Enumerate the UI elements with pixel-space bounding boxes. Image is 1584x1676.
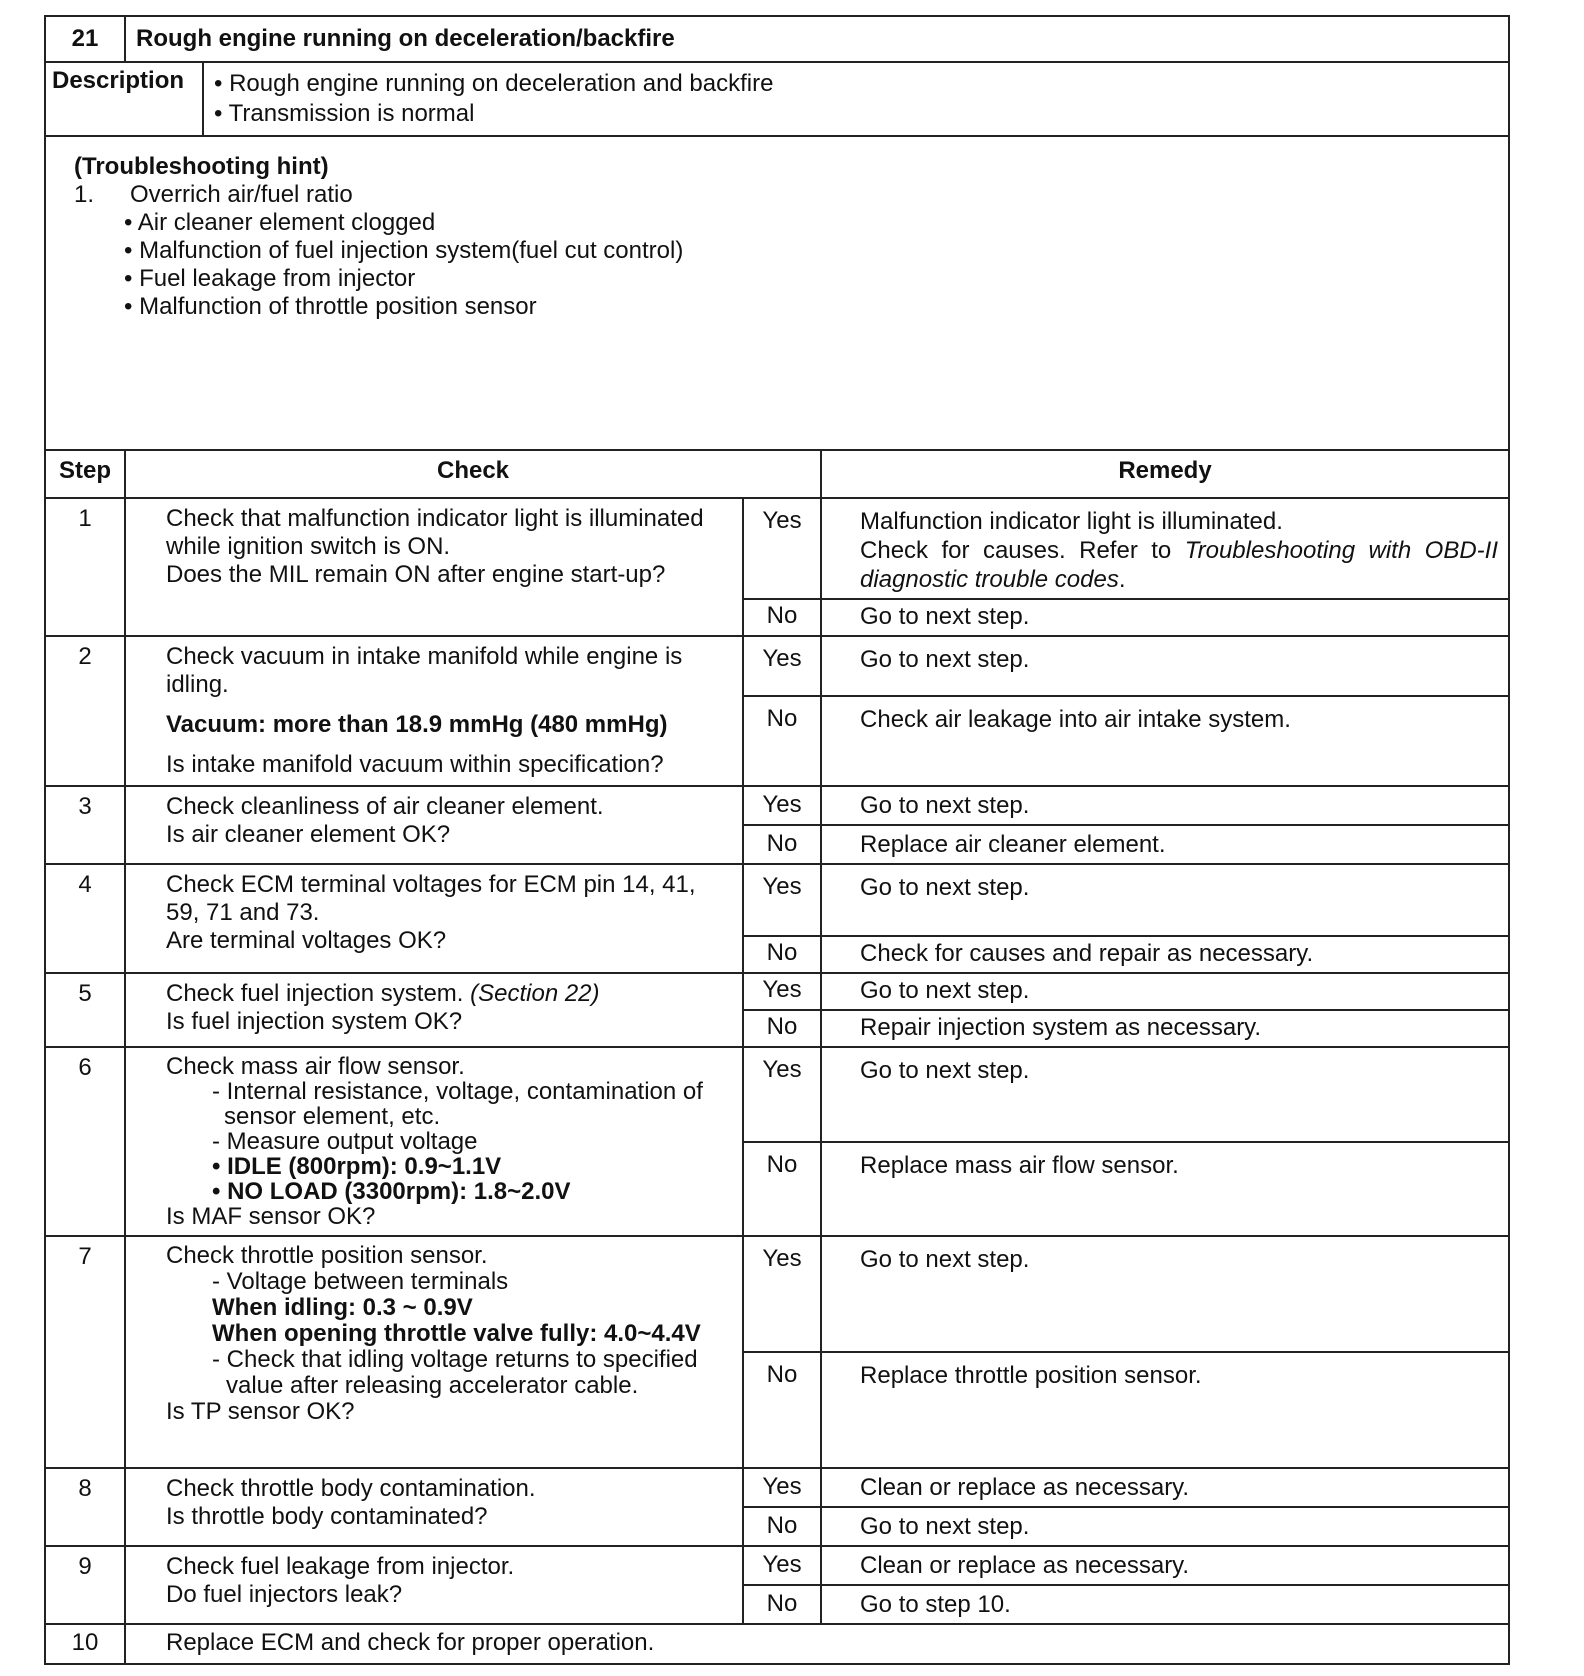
step-number: 4 [45, 864, 125, 973]
no-label: No [743, 936, 821, 973]
remedy-yes: Go to next step. [821, 786, 1509, 825]
check-line: Check throttle position sensor. [166, 1242, 488, 1269]
check-line: Check ECM terminal voltages for ECM pin 14, 41, 59, 71 and 73. [166, 871, 696, 926]
check-line: Is TP sensor OK? [166, 1398, 355, 1425]
no-label: No [743, 599, 821, 636]
section-number: 21 [45, 16, 125, 62]
check-line: Do fuel injectors leak? [166, 1581, 403, 1608]
check-spec: • IDLE (800rpm): 0.9~1.1V [212, 1153, 502, 1180]
remedy-no: Check air leakage into air intake system. [821, 696, 1509, 786]
hint-title: (Troubleshooting hint) [74, 153, 329, 180]
yes-label: Yes [743, 1468, 821, 1507]
column-header-row [45, 450, 1509, 498]
check-line: Check throttle body contamination. [166, 1475, 536, 1502]
step-check: Replace ECM and check for proper operation. [125, 1624, 1509, 1664]
hint-item-number: 1. [74, 181, 95, 208]
remedy-yes: Go to next step. [821, 973, 1509, 1010]
table-row [45, 973, 1509, 1010]
remedy-no: Check for causes and repair as necessary. [821, 936, 1509, 973]
description-line: • Transmission is normal [214, 100, 475, 127]
yes-label: Yes [743, 1546, 821, 1585]
remedy-yes [821, 498, 1509, 599]
check-line: - Voltage between terminals [212, 1268, 509, 1295]
section-title: Rough engine running on deceleration/backfire [125, 16, 1509, 62]
troubleshooting-hint [45, 136, 1509, 450]
step-number: 7 [45, 1236, 125, 1468]
description-text [203, 62, 1509, 136]
remedy-no: Go to step 10. [821, 1585, 1509, 1624]
table-row [45, 786, 1509, 825]
column-header-check: Check [125, 450, 821, 498]
description-label: Description [45, 62, 203, 136]
remedy-no: Go to next step. [821, 599, 1509, 636]
remedy-no: Go to next step. [821, 1507, 1509, 1546]
step-number: 2 [45, 636, 125, 786]
remedy-line: Malfunction indicator light is illuminated. [860, 508, 1283, 535]
check-line: Is fuel injection system OK? [166, 1008, 463, 1035]
check-spec: Vacuum: more than 18.9 mmHg (480 mmHg) [166, 711, 668, 738]
remedy-reference: Troubleshooting with OBD-II diagnostic trouble codes [860, 537, 1498, 593]
table-row [45, 864, 1509, 936]
step-check [125, 498, 743, 636]
step-check [125, 1236, 743, 1468]
remedy-yes: Clean or replace as necessary. [821, 1468, 1509, 1507]
yes-label: Yes [743, 864, 821, 936]
check-line: Is air cleaner element OK? [166, 821, 451, 848]
check-line: Check fuel injection system. [166, 980, 471, 1007]
check-line: Check vacuum in intake manifold while engine is idling. [166, 643, 683, 698]
remedy-text: Check for causes. Refer to [860, 537, 1185, 564]
remedy-yes: Go to next step. [821, 636, 1509, 696]
table-row [45, 1236, 1509, 1352]
no-label: No [743, 696, 821, 786]
check-line: Check that malfunction indicator light is illuminated while ignition switch is ON. [166, 505, 704, 560]
check-spec: When opening throttle valve fully: 4.0~4.4V [212, 1320, 701, 1347]
check-spec: • NO LOAD (3300rpm): 1.8~2.0V [212, 1178, 571, 1205]
step-check [125, 1468, 743, 1546]
no-label: No [743, 1142, 821, 1237]
check-line: Check cleanliness of air cleaner element. [166, 793, 604, 820]
check-line: Check fuel leakage from injector. [166, 1553, 515, 1580]
remedy-yes: Go to next step. [821, 1047, 1509, 1142]
column-header-step: Step [45, 450, 125, 498]
step-check [125, 786, 743, 864]
description-line: • Rough engine running on deceleration and backfire [214, 70, 774, 97]
hint-sub-item: • Fuel leakage from injector [124, 265, 416, 292]
table-row [45, 636, 1509, 696]
step-check [125, 1047, 743, 1236]
check-line: Are terminal voltages OK? [166, 927, 447, 954]
yes-label: Yes [743, 498, 821, 599]
yes-label: Yes [743, 636, 821, 696]
step-check [125, 864, 743, 973]
step-number: 6 [45, 1047, 125, 1236]
check-line: - Measure output voltage [212, 1128, 478, 1155]
yes-label: Yes [743, 973, 821, 1010]
check-line: - Internal resistance, voltage, contamination of sensor element, etc. [212, 1078, 703, 1130]
table-row [45, 498, 1509, 599]
step-check [125, 973, 743, 1047]
check-line: - Check that idling voltage returns to specified value after releasing accelerator cable. [212, 1346, 698, 1399]
column-header-remedy: Remedy [821, 450, 1509, 498]
check-line: Check mass air flow sensor. [166, 1053, 465, 1080]
hint-table [44, 135, 1510, 451]
description-table [44, 61, 1510, 137]
no-label: No [743, 825, 821, 864]
remedy-text: . [1118, 566, 1126, 593]
step-number: 3 [45, 786, 125, 864]
remedy-no: Repair injection system as necessary. [821, 1010, 1509, 1047]
remedy-yes: Go to next step. [821, 1236, 1509, 1352]
no-label: No [743, 1585, 821, 1624]
yes-label: Yes [743, 1236, 821, 1352]
step-number: 1 [45, 498, 125, 636]
step-check [125, 636, 743, 786]
step-number: 5 [45, 973, 125, 1047]
check-line: Is MAF sensor OK? [166, 1203, 376, 1230]
yes-label: Yes [743, 786, 821, 825]
header-table [44, 15, 1510, 63]
hint-sub-item: • Malfunction of fuel injection system(fuel cut control) [124, 237, 684, 264]
no-label: No [743, 1507, 821, 1546]
table-row [45, 1546, 1509, 1585]
remedy-no: Replace mass air flow sensor. [821, 1142, 1509, 1237]
step-number: 10 [45, 1624, 125, 1664]
check-spec: When idling: 0.3 ~ 0.9V [212, 1294, 473, 1321]
steps-table [44, 449, 1510, 1665]
check-line: Is intake manifold vacuum within specification? [166, 751, 664, 778]
remedy-yes: Go to next step. [821, 864, 1509, 936]
hint-item-text: Overrich air/fuel ratio [130, 181, 353, 208]
remedy-yes: Clean or replace as necessary. [821, 1546, 1509, 1585]
remedy-no: Replace throttle position sensor. [821, 1352, 1509, 1468]
step-check [125, 1546, 743, 1624]
remedy-no: Replace air cleaner element. [821, 825, 1509, 864]
table-row [45, 1624, 1509, 1664]
no-label: No [743, 1352, 821, 1468]
step-number: 8 [45, 1468, 125, 1546]
hint-sub-item: • Air cleaner element clogged [124, 209, 436, 236]
yes-label: Yes [743, 1047, 821, 1142]
check-line: Does the MIL remain ON after engine start-up? [166, 561, 666, 588]
step-number: 9 [45, 1546, 125, 1624]
table-row [45, 1047, 1509, 1142]
check-line: Is throttle body contaminated? [166, 1503, 488, 1530]
check-reference: (Section 22) [470, 980, 600, 1007]
table-row [45, 1468, 1509, 1507]
troubleshooting-document [44, 15, 1510, 1665]
no-label: No [743, 1010, 821, 1047]
hint-sub-item: • Malfunction of throttle position sensor [124, 293, 537, 320]
